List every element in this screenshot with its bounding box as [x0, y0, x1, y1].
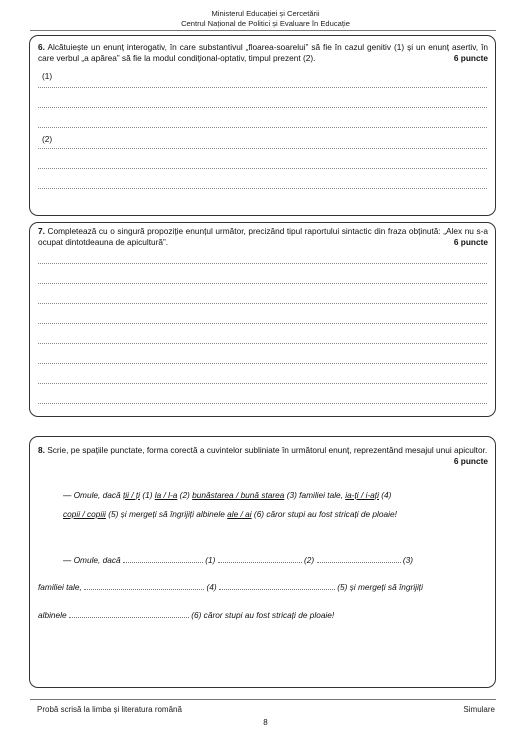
- task-8-statement: [38, 445, 488, 456]
- answer-line[interactable]: [38, 188, 487, 189]
- answer-line[interactable]: [38, 148, 487, 149]
- task-8-fill-line-2: familiei tale, (4) (5) și mergeți să îngrijiți: [38, 582, 423, 592]
- footer-rule: [30, 699, 496, 700]
- task-8-fill-line-3: albinele (6) căror stupi au fost stricați de ploaie!: [38, 610, 335, 620]
- task-6-label-2: (2): [42, 134, 53, 144]
- answer-line[interactable]: [38, 343, 487, 344]
- task-8-number: 8.: [38, 445, 45, 455]
- footer-simulation-label: Simulare: [463, 705, 495, 714]
- answer-line[interactable]: [38, 363, 487, 364]
- footer-exam-title: Probă scrisă la limba și literatura română: [37, 705, 182, 714]
- task-7-text: Completează cu o singură propoziție enunțul următor, precizând tipul raportului sintactic din fraza obținută: „Alex nu s-a ocupat dintotdeauna de apicultură”.: [38, 226, 488, 247]
- answer-line[interactable]: [38, 87, 487, 88]
- task-6-box: [29, 35, 496, 216]
- task-8-sentence-line-1: — Omule, dacă ții / ți (1) la / l-a (2) bunăstarea / bună starea (3) familiei tale, ia-ți / i-ați (4): [63, 490, 392, 500]
- blank-field-4[interactable]: [84, 581, 204, 590]
- underlined-word-4: ia-ți / i-ați: [345, 490, 379, 500]
- answer-line[interactable]: [38, 107, 487, 108]
- task-8-box: [29, 436, 496, 688]
- header-ministry: Ministerul Educației și Cercetării: [211, 9, 320, 18]
- underlined-word-2: la / l-a: [154, 490, 178, 500]
- underlined-word-3: bunăstarea / bună starea: [192, 490, 285, 500]
- task-6-statement: [38, 42, 488, 64]
- answer-line[interactable]: [38, 263, 487, 264]
- task-8-text: Scrie, pe spațiile punctate, forma corectă a cuvintelor subliniate în următorul enunț, reprezentând mesajul unui apicultor.: [47, 445, 488, 455]
- blank-field-3[interactable]: [317, 554, 401, 563]
- answer-line[interactable]: [38, 303, 487, 304]
- task-7-box: [29, 222, 496, 417]
- blank-field-2[interactable]: [218, 554, 302, 563]
- blank-field-1[interactable]: [123, 554, 203, 563]
- task-7-number: 7.: [38, 226, 45, 236]
- answer-line[interactable]: [38, 168, 487, 169]
- answer-line[interactable]: [38, 383, 487, 384]
- task-6-number: 6.: [38, 42, 45, 52]
- task-7-statement: [38, 226, 488, 248]
- page-number: 8: [263, 718, 268, 727]
- underlined-word-5: copii / copiii: [63, 509, 106, 519]
- page-header: [0, 9, 531, 28]
- task-6-points: 6 puncte: [453, 53, 488, 63]
- header-center: Centrul Național de Politici și Evaluare în Educație: [181, 18, 350, 28]
- answer-line[interactable]: [38, 323, 487, 324]
- task-8-points: 6 puncte: [453, 456, 488, 466]
- blank-field-5[interactable]: [219, 581, 335, 590]
- underlined-word-1: ții / ți: [122, 490, 141, 500]
- blank-field-6[interactable]: [69, 609, 189, 618]
- task-7-points: 6 puncte: [453, 237, 488, 247]
- task-8-fill-line-1: — Omule, dacă (1) (2) (3): [63, 555, 413, 565]
- task-6-label-1: (1): [42, 71, 53, 81]
- header-rule: [30, 30, 496, 31]
- answer-line[interactable]: [38, 127, 487, 128]
- underlined-word-6: ale / ai: [227, 509, 252, 519]
- answer-line[interactable]: [38, 403, 487, 404]
- task-8-sentence-line-2: copii / copiii (5) și mergeți să îngrijiți albinele ale / ai (6) căror stupi au fost stricați de ploaie!: [63, 509, 397, 519]
- task-6-text: Alcătuiește un enunț interogativ, în care substantivul „floarea-soarelui” să fie în cazul genitiv (1) și un enunț asertiv, în care verbul „a apărea” să fie la modul condițional-optativ, timpul prezent (2).: [38, 42, 488, 63]
- answer-line[interactable]: [38, 283, 487, 284]
